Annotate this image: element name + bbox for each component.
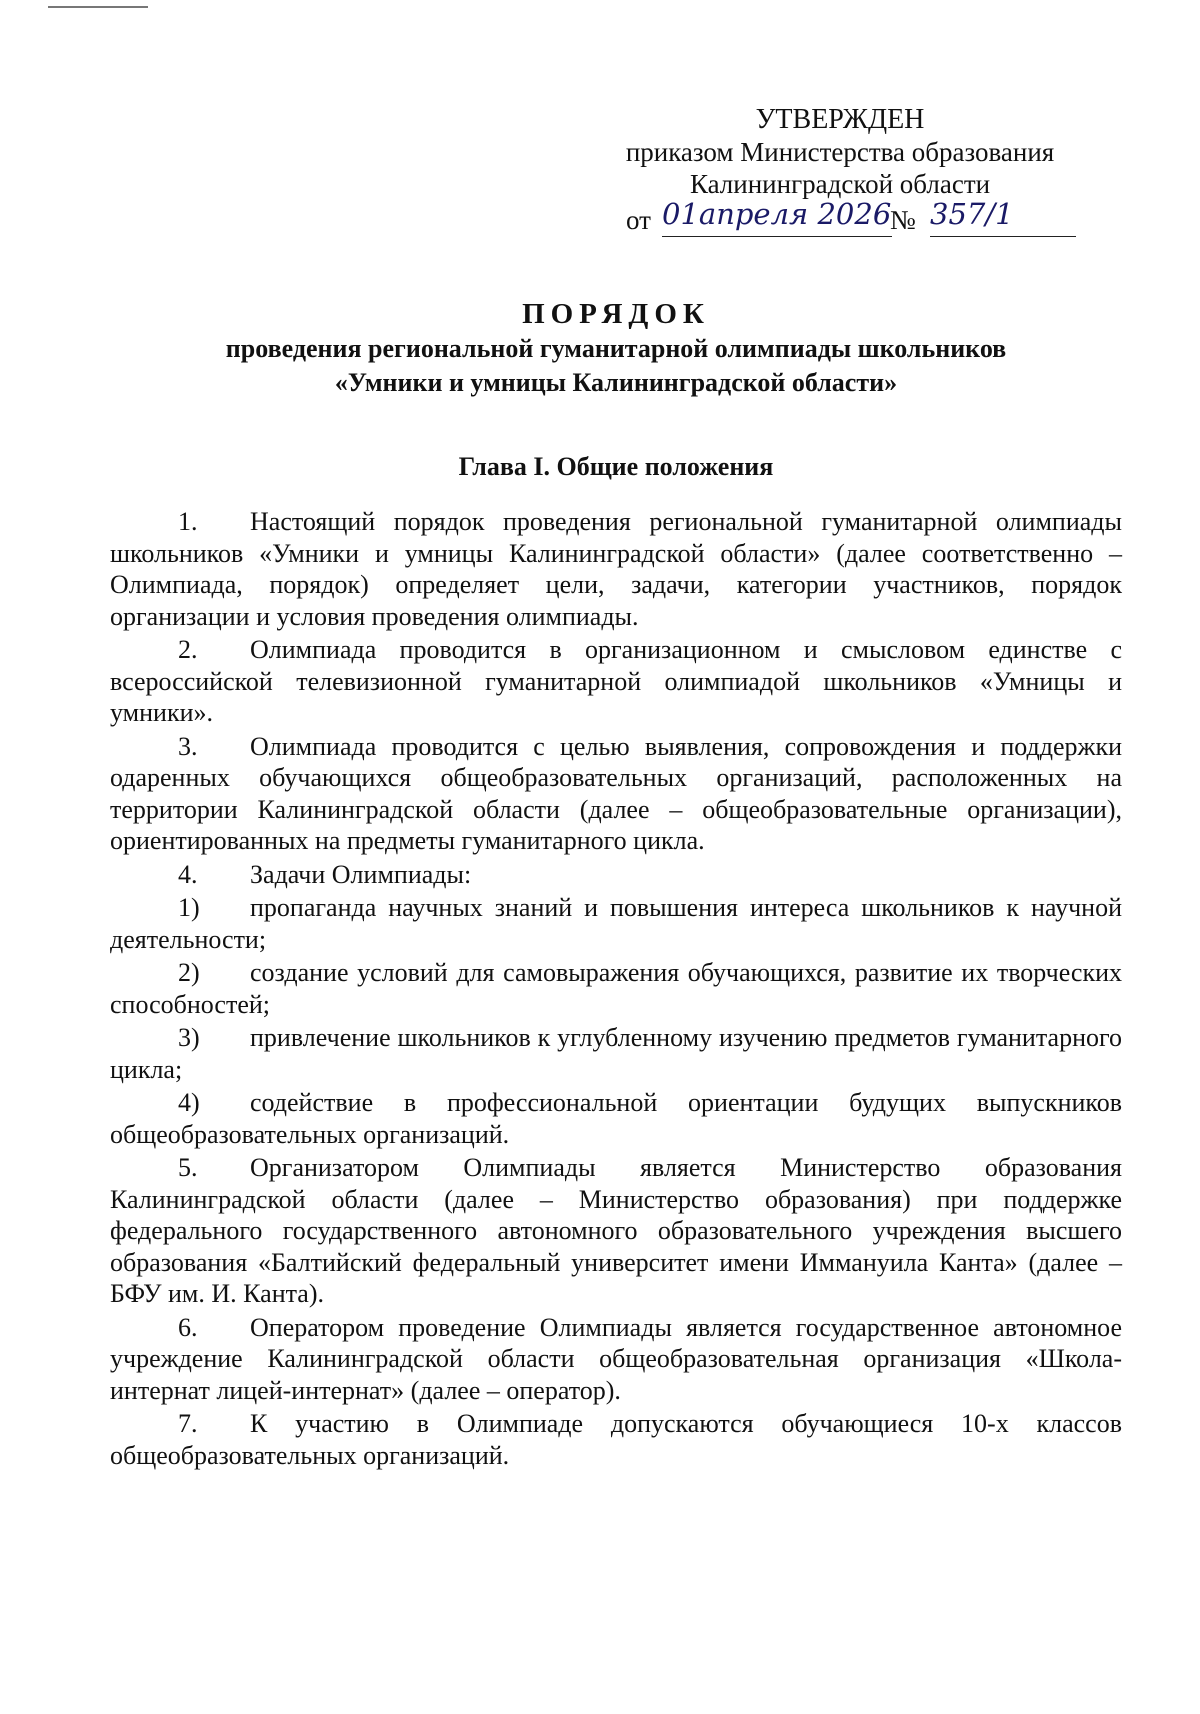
paragraph-text: Задачи Олимпиады: <box>250 859 472 889</box>
list-item <box>110 892 1122 955</box>
date-prefix: от <box>626 205 651 235</box>
paragraph-number: 3. <box>178 731 198 761</box>
paragraph-number: 1. <box>178 507 198 536</box>
list-item-text: содействие в профессиональной ориентации будущих выпускников общеобразовательных организаций. <box>110 1088 1122 1149</box>
paragraph <box>110 634 1122 729</box>
scan-edge-mark <box>48 6 148 8</box>
list-item <box>110 957 1122 1020</box>
paragraph <box>110 859 1122 891</box>
list-item-number: 4) <box>178 1088 200 1117</box>
paragraph <box>110 1408 1122 1471</box>
document-title-block <box>110 296 1122 400</box>
approval-line-1: приказом Министерства образования <box>625 137 1055 167</box>
order-date-number-line <box>626 197 1080 244</box>
paragraph-text: Олимпиада проводится с целью выявления, сопровождения и поддержки одаренных обучающихся общеобразовательных организаций, расположенных на территории Калининградской области (далее – общеобразовательные организации), ориентированных на предметы гуманитарного цикла. <box>110 731 1122 855</box>
document-subtitle-1: проведения региональной гуманитарной олимпиады школьников <box>225 334 1007 363</box>
paragraph-text: Олимпиада проводится в организационном и смысловом единстве с всероссийской телевизионной гуманитарной олимпиадой школьников «Умницы и умники». <box>110 635 1122 727</box>
approval-line-2: Калининградской области <box>689 169 991 199</box>
handwritten-date: 01апреля 2026 <box>662 198 892 237</box>
approval-block <box>600 104 1080 244</box>
paragraph-number: 2. <box>178 635 198 664</box>
list-item-number: 3) <box>178 1023 200 1052</box>
list-item <box>110 1022 1122 1085</box>
paragraph-text: Настоящий порядок проведения региональной гуманитарной олимпиады школьников «Умники и умницы Калининградской области» (далее соответственно – Олимпиада, порядок) определяет цели, задачи, категории участников, порядок организации и условия проведения олимпиады. <box>110 507 1122 631</box>
paragraph-text: К участию в Олимпиаде допускаются обучающиеся 10-х классов общеобразовательных организаций. <box>110 1409 1122 1470</box>
approval-stamp: УТВЕРЖДЕН <box>755 104 925 135</box>
paragraph-text: Организатором Олимпиады является Министерство образования Калининградской области (далее – Министерство образования) при поддержке федерального государственного автономного образовательного учреждения высшего образования «Балтийский федеральный университет имени Иммануила Канта» (далее – БФУ им. И. Канта). <box>110 1153 1122 1308</box>
list-item-number: 2) <box>178 958 200 987</box>
list-item-text: создание условий для самовыражения обучающихся, развитие их творческих способностей; <box>110 958 1122 1019</box>
paragraph-number: 7. <box>178 1409 198 1438</box>
document-subtitle-2: «Умники и умницы Калининградской области» <box>334 368 898 397</box>
paragraph-text: Оператором проведение Олимпиады является государственное автономное учреждение Калининградской области общеобразовательная организация «Школа-интернат лицей-интернат» (далее – оператор). <box>110 1312 1122 1405</box>
document-body <box>110 506 1122 1473</box>
paragraph-number: 6. <box>178 1312 198 1342</box>
paragraph-number: 4. <box>178 859 198 889</box>
handwritten-number: 357/1 <box>930 198 1076 237</box>
paragraph-number: 5. <box>178 1153 198 1182</box>
list-item-number: 1) <box>178 893 200 922</box>
paragraph <box>110 1312 1122 1407</box>
chapter-heading: Глава I. Общие положения <box>458 452 774 481</box>
paragraph <box>110 506 1122 632</box>
number-label: № <box>890 205 916 235</box>
list-item <box>110 1087 1122 1150</box>
document-title: ПОРЯДОК <box>522 298 710 330</box>
paragraph <box>110 731 1122 857</box>
list-item-text: пропаганда научных знаний и повышения интереса школьников к научной деятельности; <box>110 893 1122 954</box>
paragraph <box>110 1152 1122 1310</box>
list-item-text: привлечение школьников к углубленному изучению предметов гуманитарного цикла; <box>110 1023 1122 1084</box>
